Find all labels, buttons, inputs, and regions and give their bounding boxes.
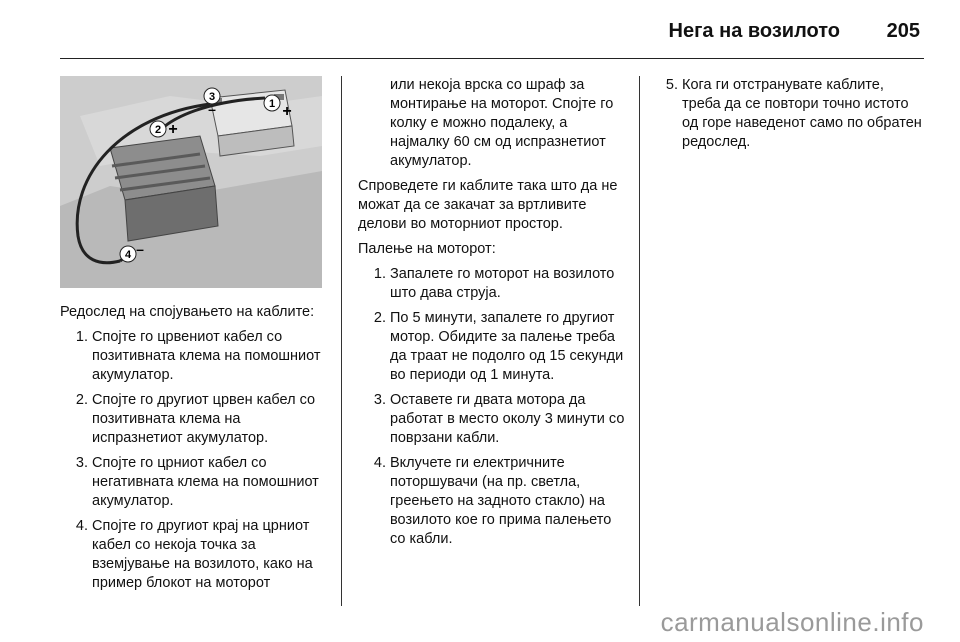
step-text: Спојте го црвениот кабел со позитивната клема на помошниот акумулатор. xyxy=(92,329,321,383)
list-item xyxy=(660,76,922,152)
engine-battery-figure xyxy=(60,76,322,288)
step-number: 3. xyxy=(75,455,88,471)
column-2 xyxy=(358,76,628,555)
step-number: 2. xyxy=(373,310,386,326)
callout-2: 2 xyxy=(154,124,162,136)
step-number: 4. xyxy=(75,518,88,534)
engine-start-heading: Палење на моторот: xyxy=(358,241,496,257)
connection-steps xyxy=(60,328,330,593)
column-divider-2 xyxy=(639,76,640,606)
page-number: 205 xyxy=(886,20,920,42)
removal-steps xyxy=(660,76,922,152)
step-4-continuation: или некоја врска со шраф за монтирање на моторот. Спојте го колку е можно подалеку, а најмалку 60 см од испразнетиот акумулатор. xyxy=(390,77,614,169)
page-title: Нега на возилото xyxy=(668,20,840,42)
callout-3: 3 xyxy=(208,91,216,103)
cable-routing-paragraph: Спроведете ги каблите така што да не можат да се закачат за вртливите делови во моторниот простор. xyxy=(358,178,618,232)
step-number: 1. xyxy=(373,266,386,282)
list-item xyxy=(70,391,330,448)
plus-sign-1: + xyxy=(282,103,292,120)
column-3 xyxy=(660,76,922,158)
step-number: 3. xyxy=(373,392,386,408)
connection-order-intro: Редослед на спојувањето на каблите: xyxy=(60,304,315,320)
step-text: Запалете го моторот на возилото што дава струја. xyxy=(390,266,615,301)
step-text: Спојте го другиот црвен кабел со позитивната клема на испразнетиот акумулатор. xyxy=(92,392,316,446)
step-text: Кога ги отстранувате каблите, треба да се повтори точно истото од горе наведенот само по обратен редослед. xyxy=(682,77,922,150)
list-item xyxy=(70,328,330,385)
header-rule xyxy=(60,58,924,59)
callout-1: 1 xyxy=(268,98,276,110)
step-number: 2. xyxy=(75,392,88,408)
step-text: Спојте го црниот кабел со негативната клема на помошниот акумулатор. xyxy=(92,455,319,509)
list-item xyxy=(368,265,628,303)
list-item xyxy=(368,391,628,448)
column-1 xyxy=(60,303,330,599)
step-text: По 5 минути, запалете го другиот мотор. Обидите за палење треба да траат не подолго од 15 секунди во периоди од 1 минута. xyxy=(390,310,624,383)
minus-sign-4: – xyxy=(136,241,144,257)
watermark: carmanualsonline.info xyxy=(660,607,924,637)
list-item xyxy=(368,309,628,385)
engine-start-steps xyxy=(358,265,628,549)
list-item xyxy=(70,454,330,511)
step-text: Спојте го другиот крај на црниот кабел со некоја точка за вземјување на возилото, како на пример блокот на моторот xyxy=(92,518,313,591)
list-item xyxy=(70,517,330,593)
jump-start-illustration xyxy=(60,76,322,288)
step-text: Оставете ги двата мотора да работат в место околу 3 минути со поврзани кабли. xyxy=(390,392,625,446)
column-divider-1 xyxy=(341,76,342,606)
callout-4: 4 xyxy=(124,249,132,261)
minus-sign-3: – xyxy=(208,101,216,117)
step-number: 1. xyxy=(75,329,88,345)
step-text: Вклучете ги електричните поторшувачи (на пр. светла, греењето на задното стакло) на возилото кое го прима палењето со кабли. xyxy=(390,455,612,547)
step-number: 5. xyxy=(665,77,678,93)
list-item xyxy=(368,454,628,549)
plus-sign-2: + xyxy=(168,121,178,138)
step-number: 4. xyxy=(373,455,386,471)
